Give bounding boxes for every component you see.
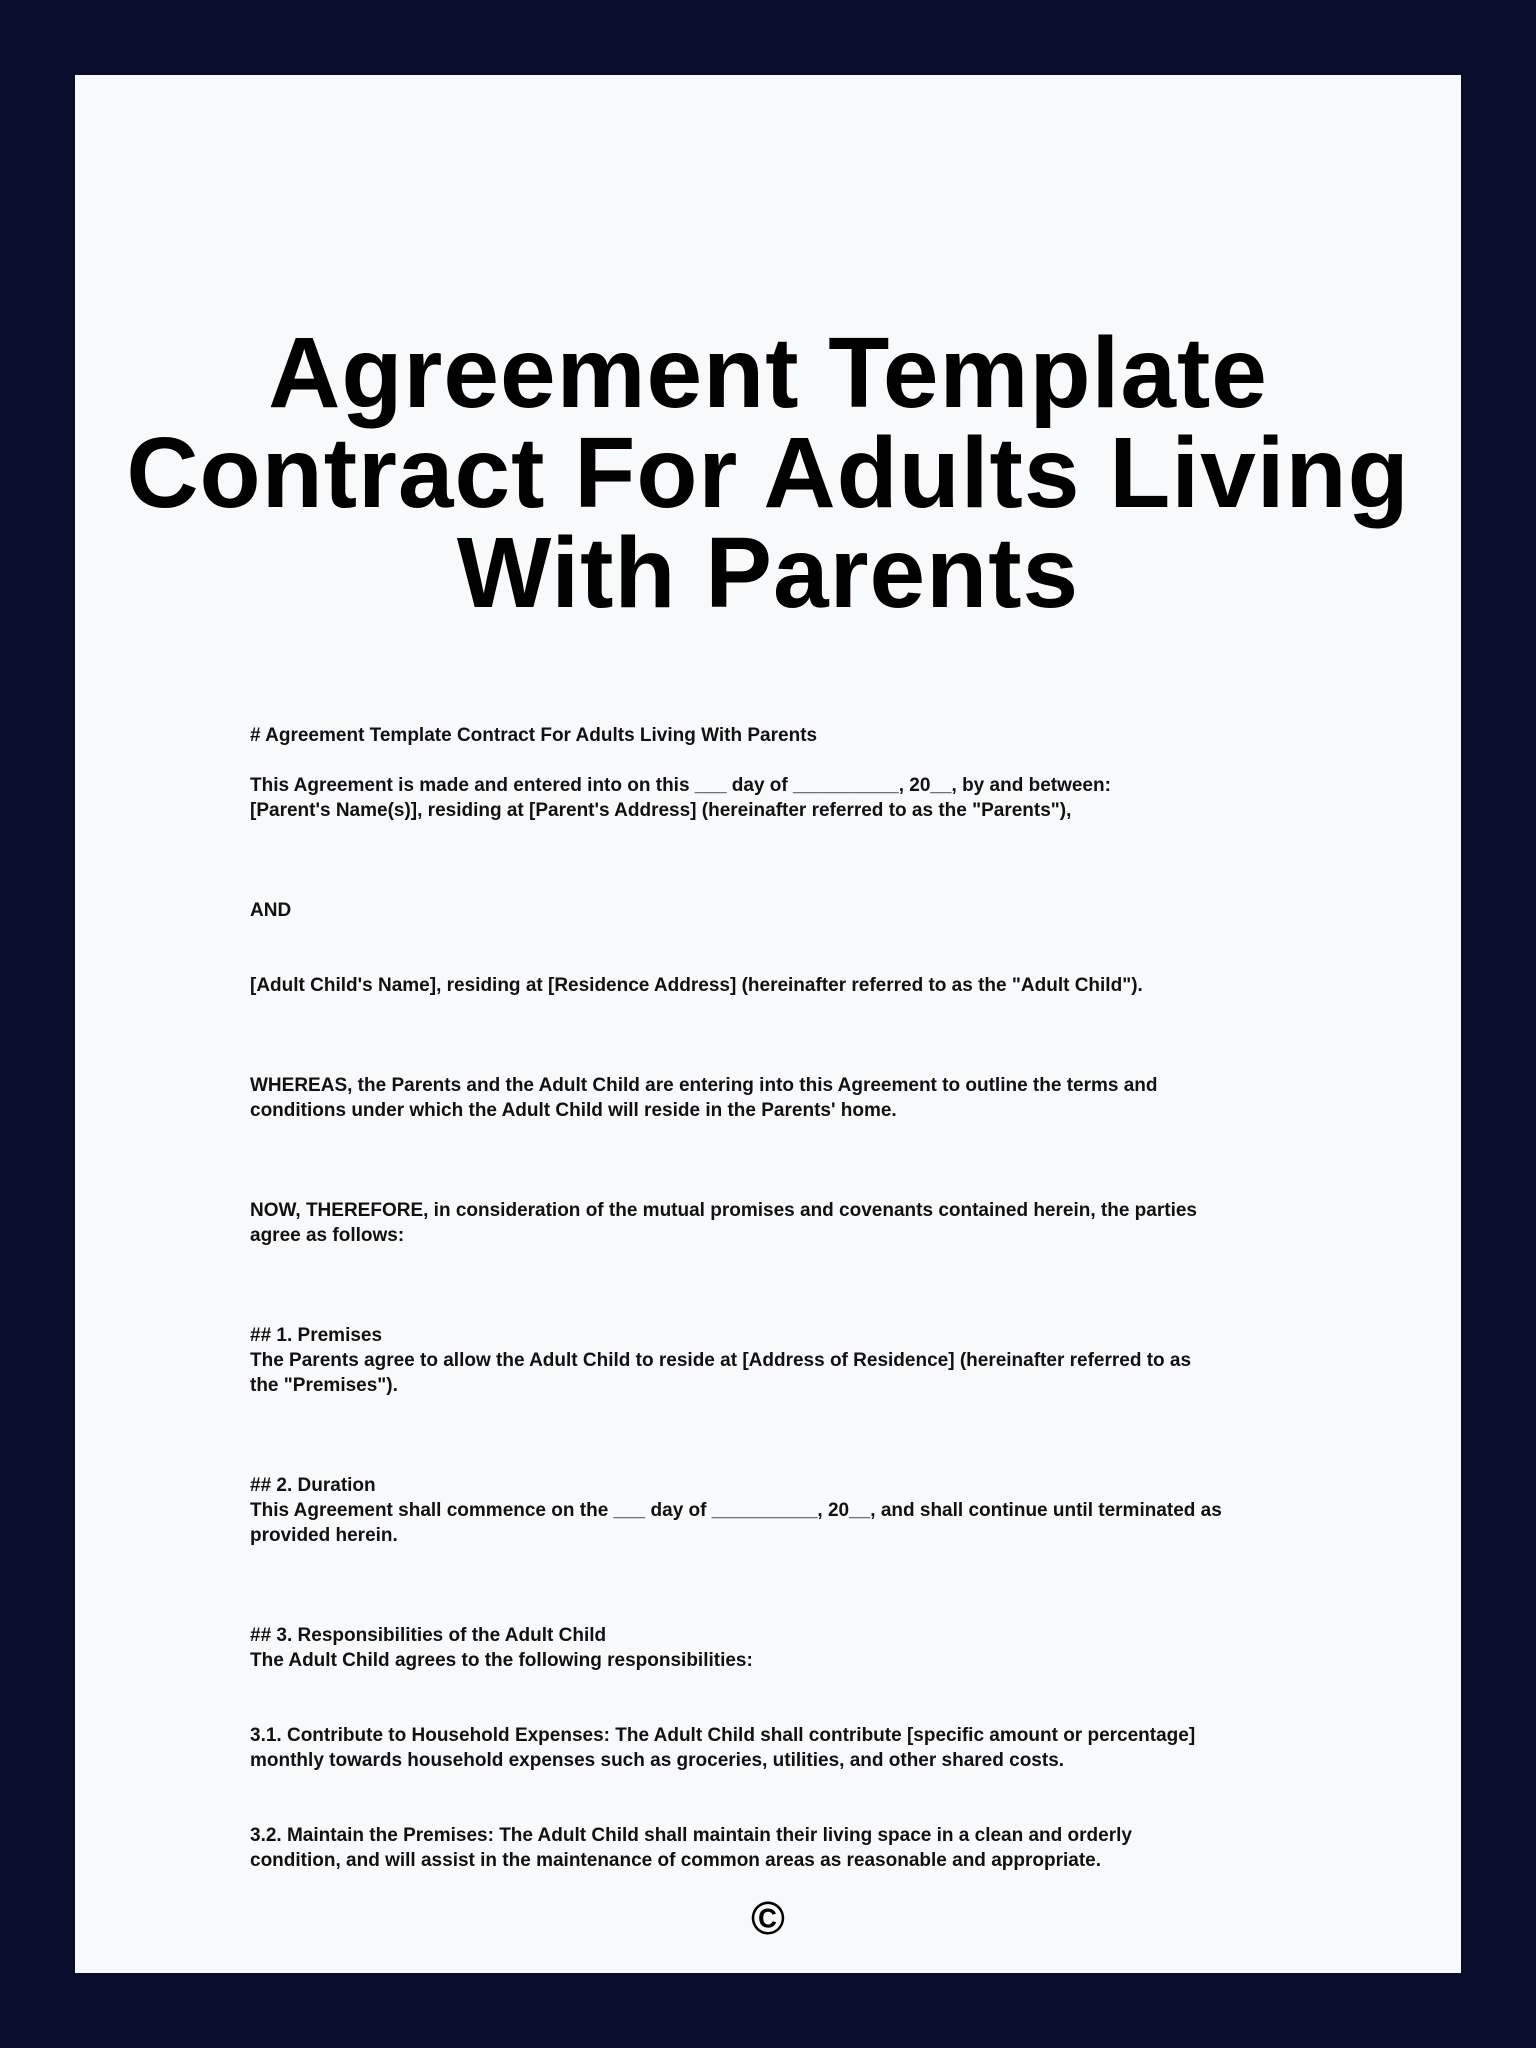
text-line: This Agreement shall commence on the ___ day of __________, 20__, and shall continue until terminated as xyxy=(250,1500,1222,1521)
clause-3-2 xyxy=(250,1823,1360,1873)
text-line: condition, and will assist in the maintenance of common areas as reasonable and appropriate. xyxy=(250,1850,1101,1871)
text-line: WHEREAS, the Parents and the Adult Child are entering into this Agreement to outline the terms and xyxy=(250,1075,1158,1096)
and-paragraph xyxy=(250,898,1360,923)
text-line: 3.1. Contribute to Household Expenses: The Adult Child shall contribute [specific amount or percentage] xyxy=(250,1725,1196,1746)
heading-text: # Agreement Template Contract For Adults Living With Parents xyxy=(250,725,818,746)
adult-child-paragraph xyxy=(250,973,1360,998)
section-duration xyxy=(250,1473,1360,1548)
text-line: provided herein. xyxy=(250,1525,398,1546)
text-line: monthly towards household expenses such as groceries, utilities, and other shared costs. xyxy=(250,1750,1065,1771)
section-heading: ## 3. Responsibilities of the Adult Child xyxy=(250,1625,607,1646)
section-heading: ## 1. Premises xyxy=(250,1325,383,1346)
now-therefore-paragraph xyxy=(250,1198,1360,1248)
text-line: The Adult Child agrees to the following responsibilities: xyxy=(250,1650,753,1671)
text-line: [Parent's Name(s)], residing at [Parent's Address] (hereinafter referred to as the "Parents"), xyxy=(250,800,1072,821)
copyright-icon: © xyxy=(751,1892,785,1944)
clause-3-1 xyxy=(250,1723,1360,1773)
title-line: Contract For Adults Living xyxy=(126,417,1410,529)
text-line: AND xyxy=(250,900,292,921)
text-line: The Parents agree to allow the Adult Child to reside at [Address of Residence] (hereinafter referred to as xyxy=(250,1350,1192,1371)
section-responsibilities xyxy=(250,1623,1360,1673)
markdown-heading xyxy=(250,723,1360,748)
section-heading: ## 2. Duration xyxy=(250,1475,376,1496)
intro-paragraph xyxy=(250,773,1360,823)
document-title xyxy=(75,317,1461,629)
document-page xyxy=(75,75,1461,1973)
text-line: [Adult Child's Name], residing at [Residence Address] (hereinafter referred to as the "Adult Child"). xyxy=(250,975,1143,996)
whereas-paragraph xyxy=(250,1073,1360,1123)
text-line: the "Premises"). xyxy=(250,1375,398,1396)
text-line: This Agreement is made and entered into on this ___ day of __________, 20__, by and between: xyxy=(250,775,1111,796)
title-line: Agreement Template xyxy=(268,317,1268,429)
text-line: NOW, THEREFORE, in consideration of the mutual promises and covenants contained herein, the parties xyxy=(250,1200,1197,1221)
title-line: With Parents xyxy=(456,517,1080,629)
text-line: conditions under which the Adult Child will reside in the Parents' home. xyxy=(250,1100,897,1121)
section-premises xyxy=(250,1323,1360,1398)
text-line: 3.2. Maintain the Premises: The Adult Child shall maintain their living space in a clean and orderly xyxy=(250,1825,1132,1846)
text-line: agree as follows: xyxy=(250,1225,405,1246)
